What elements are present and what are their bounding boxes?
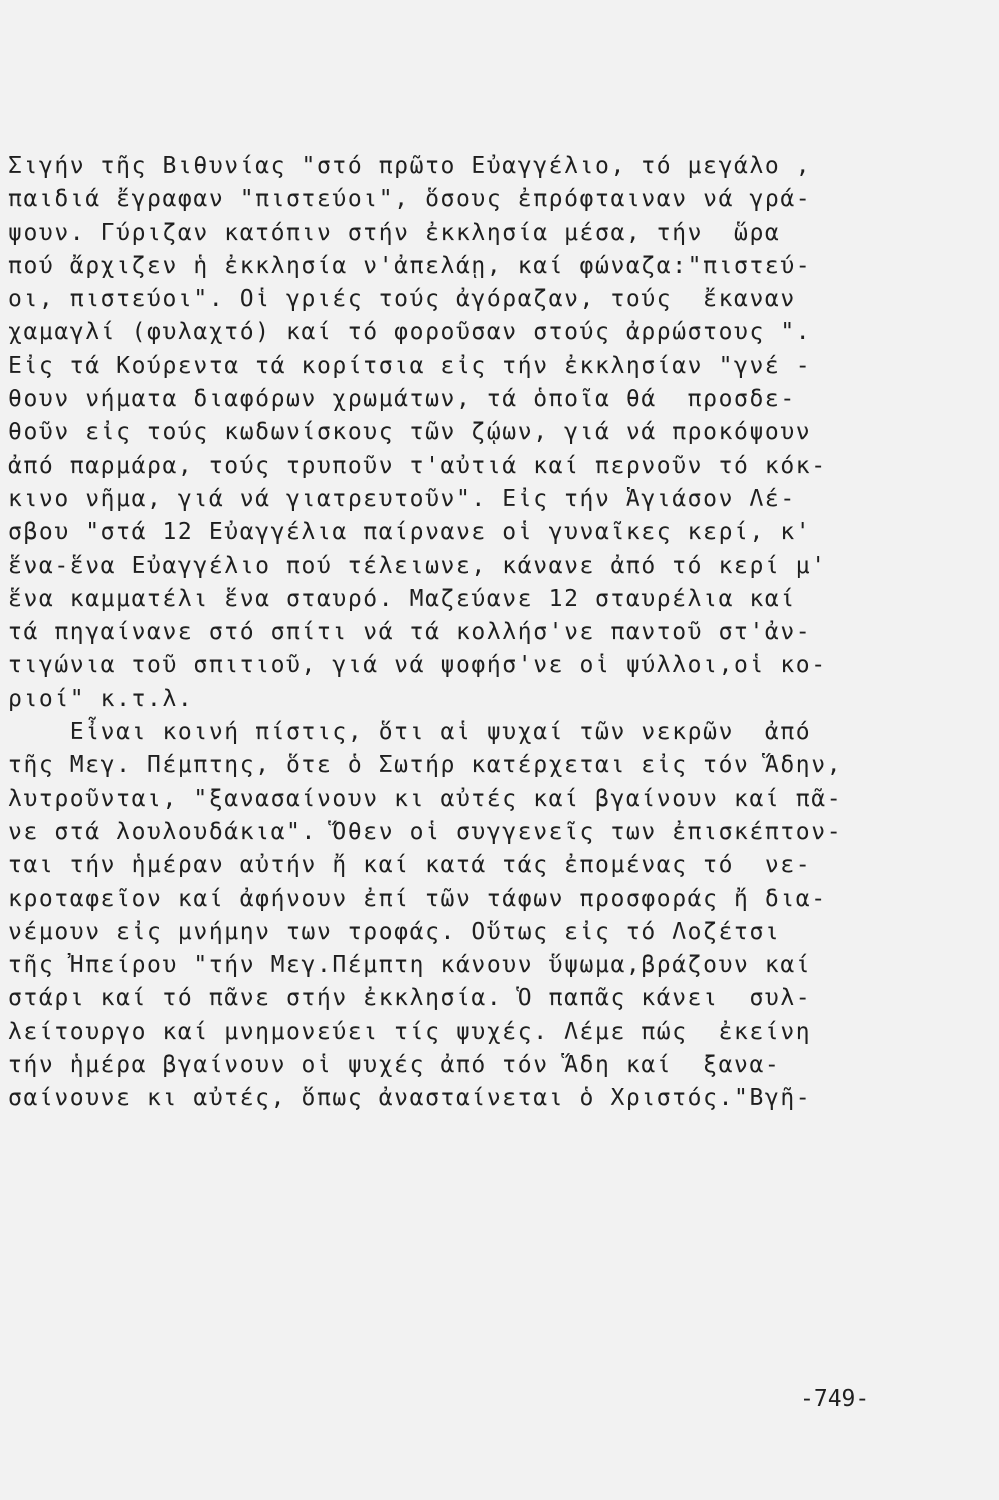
text-line: στάρι καί τό πᾶνε στήν ἐκκλησία. Ὁ παπᾶς κάνει συλ- — [8, 985, 812, 1012]
text-line: τιγώνια τοῦ σπιτιοῦ, γιά νά ψοφήσ'νε οἱ ψύλλοι,οἱ κο- — [8, 652, 827, 679]
text-line: λείτουργο καί μνημονεύει τίς ψυχές. Λέμε πώς ἐκείνη — [8, 1018, 812, 1045]
text-line: κινο νῆμα, γιά νά γιατρευτοῦν". Εἰς τήν Ἁγιάσον Λέ- — [8, 485, 796, 512]
text-line: τήν ἡμέρα βγαίνουν οἱ ψυχές ἀπό τόν Ἅδη καί ξανα- — [8, 1052, 781, 1079]
text-line: τά πηγαίνανε στό σπίτι νά τά κολλήσ'νε παντοῦ στ'ἀν- — [8, 619, 812, 646]
text-line: πού ἄρχιζεν ἡ ἐκκλησία ν'ἀπελάῃ, καί φώναζα:"πιστεύ- — [8, 252, 812, 279]
text-line: νε στά λουλουδάκια". Ὅθεν οἱ συγγενεῖς των ἐπισκέπτον- — [8, 818, 843, 845]
text-line: σβου "στά 12 Εὐαγγέλια παίρνανε οἱ γυναῖκες κερί, κ' — [8, 519, 812, 546]
text-line: θοῦν εἰς τούς κωδωνίσκους τῶν ζῴων, γιά νά προκόψουν — [8, 419, 812, 446]
text-line: λυτροῦνται, "ξανασαίνουν κι αὐτές καί βγαίνουν καί πᾶ- — [8, 785, 843, 812]
text-line: Εἶναι κοινή πίστις, ὅτι αἱ ψυχαί τῶν νεκρῶν ἀπό — [8, 719, 812, 746]
text-line: παιδιά ἔγραφαν "πιστεύοι", ὅσους ἐπρόφταιναν νά γρά- — [8, 186, 812, 213]
text-line: οι, πιστεύοι". Οἱ γριές τούς ἀγόραζαν, τούς ἔκαναν — [8, 286, 796, 313]
text-line: σαίνουνε κι αὐτές, ὅπως ἀνασταίνεται ὁ Χριστός."Βγῆ- — [8, 1085, 812, 1112]
text-line: ἕνα-ἕνα Εὐαγγέλιο πού τέλειωνε, κάνανε ἀπό τό κερί μ' — [8, 552, 827, 579]
text-line: ἕνα καμματέλι ἕνα σταυρό. Μαζεύανε 12 σταυρέλια καί — [8, 585, 796, 612]
text-line: ριοί" κ.τ.λ. — [8, 685, 194, 712]
body-text — [8, 150, 938, 1116]
text-line: τῆς Ἠπείρου "τήν Μεγ.Πέμπτη κάνουν ὕψωμα,βράζουν καί — [8, 952, 812, 979]
text-line: ται τήν ἡμέραν αὐτήν ἤ καί κατά τάς ἐπομένας τό νε- — [8, 852, 812, 879]
text-line: θουν νήματα διαφόρων χρωμάτων, τά ὁποῖα θά προσδε- — [8, 386, 796, 413]
text-line: Σιγήν τῆς Βιθυνίας "στό πρῶτο Εὐαγγέλιο, τό μεγάλο , — [8, 153, 812, 179]
text-line: ἀπό παρμάρα, τούς τρυποῦν τ'αὐτιά καί περνοῦν τό κόκ- — [8, 452, 827, 479]
text-line: ψουν. Γύριζαν κατόπιν στήν ἐκκλησία μέσα, τήν ὥρα — [8, 219, 781, 246]
text-line: Εἰς τά Κούρεντα τά κορίτσια εἰς τήν ἐκκλησίαν "γνέ - — [8, 352, 812, 379]
page-number: -749- — [800, 1386, 870, 1412]
text-line: κροταφεῖον καί ἀφήνουν ἐπί τῶν τάφων προσφοράς ἤ δια- — [8, 885, 827, 912]
text-line: τῆς Μεγ. Πέμπτης, ὅτε ὁ Σωτήρ κατέρχεται εἰς τόν Ἅδην, — [8, 752, 843, 779]
text-line: χαμαγλί (φυλαχτό) καί τό φοροῦσαν στούς ἀρρώστους ". — [8, 319, 812, 346]
text-line: νέμουν εἰς μνήμην των τροφάς. Οὕτως εἰς τό Λοζέτσι — [8, 918, 781, 945]
